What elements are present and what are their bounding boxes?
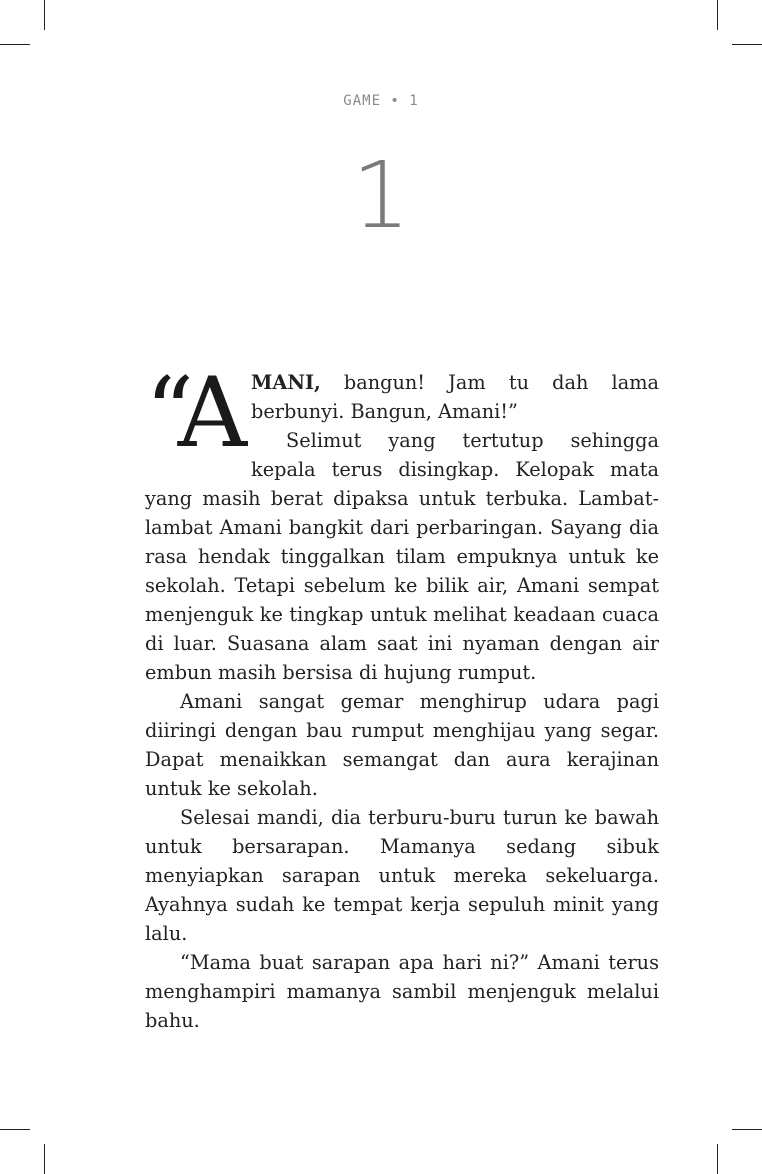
lead-word: MANI,	[251, 371, 321, 394]
chapter-body	[145, 357, 659, 1035]
paragraph: Selimut yang tertutup sehingga kepala terus disingkap. Kelopak mata yang masih berat dipaksa untuk terbuka. Lambat-lambat Amani bangkit dari perbaringan. Sayang dia rasa hendak tinggalkan tilam empuknya untuk ke sekolah. Tetapi sebelum ke bilik air, Amani sempat menjenguk ke tingkap untuk melihat keadaan cuaca di luar. Suasana alam saat ini nyaman dengan air embun masih bersisa di hujung rumput.	[145, 429, 659, 684]
crop-mark-bottom-right-vertical	[717, 1144, 718, 1174]
paragraph: Amani sangat gemar menghirup udara pagi diiringi dengan bau rumput menghijau yang segar. Dapat menaikkan semangat dan aura kerajinan untuk ke sekolah.	[145, 690, 659, 800]
chapter-number: 1	[351, 142, 411, 249]
crop-mark-top-left-vertical	[44, 0, 45, 30]
drop-cap: “A	[145, 357, 244, 469]
crop-mark-bottom-left-horizontal	[0, 1129, 30, 1130]
crop-mark-bottom-left-vertical	[44, 1144, 45, 1174]
paragraph: “Mama buat sarapan apa hari ni?” Amani terus menghampiri mamanya sambil menjenguk melalui bahu.	[145, 951, 659, 1032]
crop-mark-top-left-horizontal	[0, 44, 30, 45]
crop-mark-bottom-right-horizontal	[732, 1129, 762, 1130]
paragraph-opening	[145, 357, 659, 469]
running-header: GAME • 1	[343, 93, 419, 109]
crop-mark-top-right-horizontal	[732, 44, 762, 45]
paragraph: Selesai mandi, dia terburu-buru turun ke bawah untuk bersarapan. Mamanya sedang sibuk menyiapkan sarapan untuk mereka sekeluarga. Ayahnya sudah ke tempat kerja sepuluh minit yang lalu.	[145, 806, 659, 945]
opening-text: bangun! Jam tu dah lama berbunyi. Bangun, Amani!”	[251, 371, 659, 423]
crop-mark-top-right-vertical	[717, 0, 718, 30]
